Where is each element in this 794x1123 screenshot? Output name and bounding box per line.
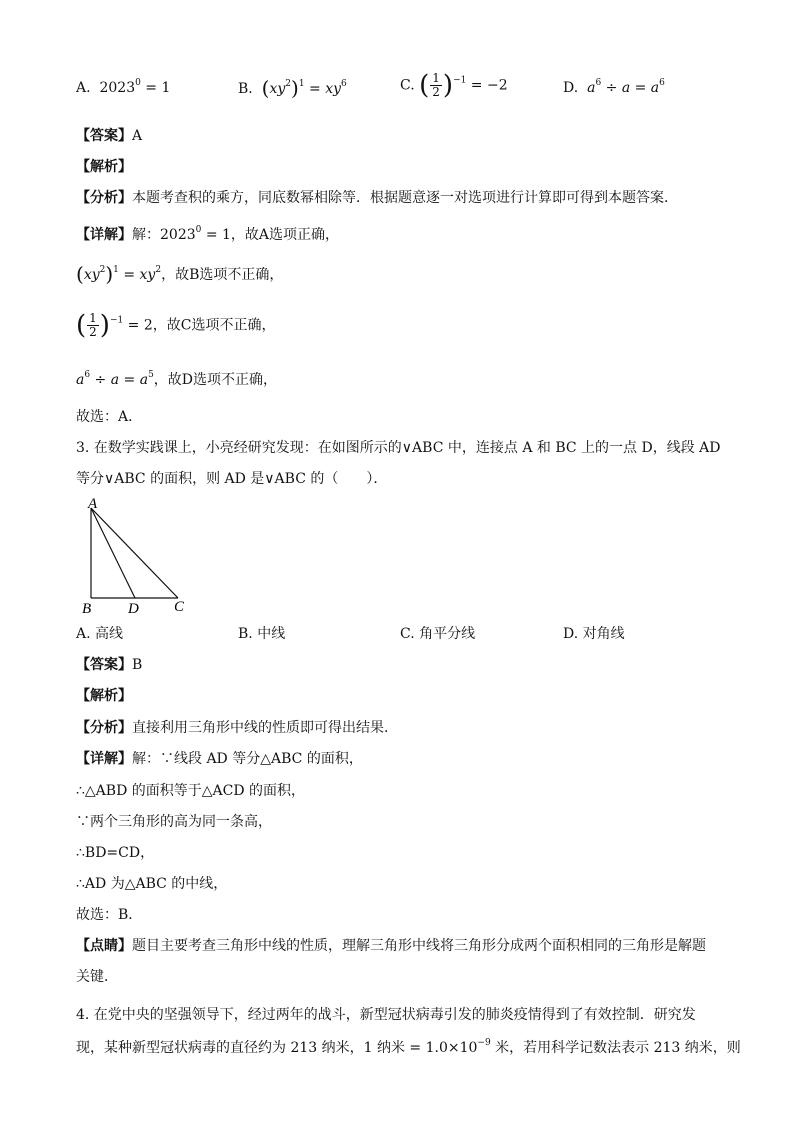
q4-line2: 现，某种新型冠状病毒的直径约为 213 纳米，1 纳米 = $1.0\times 10^{-9}$ 米，若用科学记数法表示 213 纳米，则 [76, 1038, 741, 1056]
label-c: C [174, 599, 185, 615]
q2-option-c: C. ( $\frac{1}{2}$ )$^{-1}$ = −2 [400, 70, 508, 101]
q3-detail-line5: ∴AD 为△ABC 的中线， [76, 876, 228, 892]
q3-detail-line1: 【详解】解：∵线段 AD 等分△ABC 的面积， [76, 751, 363, 767]
q2-detail-line3: ( $\frac{1}{2}$ )$^{-1}$ = 2，故C选项不正确， [76, 310, 276, 341]
q2-detail-line4: $a^6 \div a = a^5$，故D选项不正确， [76, 370, 278, 388]
q3-detail-line4: ∴BD=CD， [76, 845, 155, 861]
q3-option-a: A. 高线 [76, 626, 124, 642]
label-d: D [128, 601, 139, 617]
q3-comment-line2: 关键． [76, 969, 118, 985]
q2-analysis: 【分析】本题考查积的乘方，同底数幂相除等．根据题意逐一对选项进行计算即可得到本题答案． [76, 190, 678, 206]
q3-choose: 故选：B． [76, 907, 143, 923]
q3-analysis-heading: 【解析】 [76, 688, 132, 704]
label-a: A [88, 496, 98, 512]
q2-detail-line1: 【详解】解：$2023^0 = 1$，故A选项正确， [76, 225, 340, 243]
q2-option-b: B. $(xy^2)^1 = xy^6$ [238, 76, 347, 100]
q3-comment-line1: 【点睛】题目主要考查三角形中线的性质，理解三角形中线将三角形分成两个面积相同的三角形是解题 [76, 938, 706, 954]
q3-detail-line3: ∵两个三角形的高为同一条高， [76, 814, 272, 830]
q2-option-a: A. $2023^0 = 1$ [76, 78, 171, 96]
side-ac [91, 508, 178, 598]
q4-line1: 4. 在党中央的坚强领导下，经过两年的战斗，新型冠状病毒引发的肺炎疫情得到了有效控制．研究发 [76, 1007, 696, 1023]
q3-option-d: D. 对角线 [563, 626, 625, 642]
q2-answer: 【答案】A [76, 128, 143, 144]
q3-analysis: 【分析】直接利用三角形中线的性质即可得出结果． [76, 720, 398, 736]
q3-option-b: B. 中线 [238, 626, 286, 642]
q3-stem-line2: 等分∨ABC 的面积，则 AD 是∨ABC 的（ ）． [76, 471, 388, 487]
q3-answer: 【答案】B [76, 657, 143, 673]
label-b: B [82, 601, 92, 617]
q3-detail-line2: ∴△ABD 的面积等于△ACD 的面积， [76, 783, 306, 799]
triangle-figure [78, 494, 198, 620]
q2-choose: 故选：A． [76, 409, 143, 425]
q3-option-c: C. 角平分线 [400, 626, 476, 642]
q3-stem-line1: 3. 在数学实践课上，小亮经研究发现：在如图所示的∨ABC 中，连接点 A 和 BC 上的一点 D，线段 AD [76, 440, 721, 456]
q2-detail-line2: $(xy^2)^1 = xy^2$，故B选项不正确， [76, 262, 284, 286]
q2-analysis-heading: 【解析】 [76, 159, 132, 175]
segment-ad [91, 508, 135, 598]
q2-option-d: D. $a^6 \div a = a^6$ [563, 78, 665, 96]
